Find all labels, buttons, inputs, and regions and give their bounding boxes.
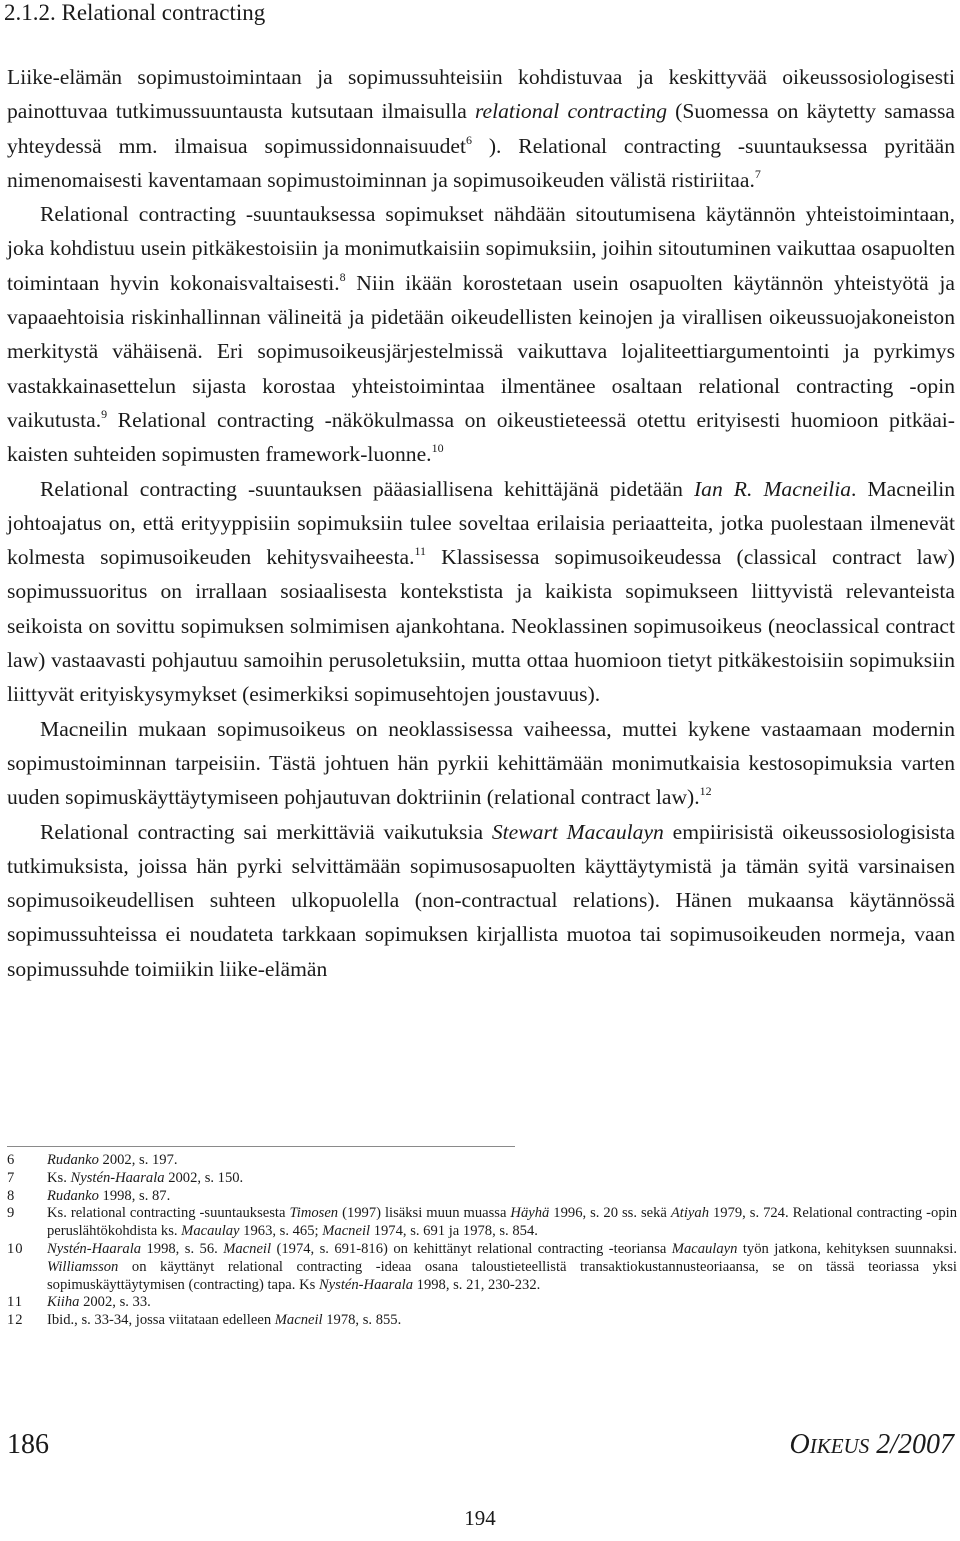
text-run: 1996, s. 20 ss. sekä (549, 1205, 671, 1222)
footnote (7, 1152, 957, 1170)
text-run: työn jatkona, kehityksen suunnaksi. (737, 1240, 957, 1257)
text-run: Ks. (47, 1169, 71, 1186)
footnote-ref: 9 (101, 406, 108, 421)
page-number: 194 (464, 1506, 496, 1530)
footnote-text (47, 1205, 957, 1241)
text-run: Macneilin mukaan sopimusoikeus on neoklassisessa vaiheessa, muttei kykene vastaamaan modernin sopimustoiminnan tarpeisiin. Tästä johtuen hän pyrkii kehittämään monimutkaisia kestosopimuksia varten uuden sopimuskäyttäytymiseen pohjautuvan doktriinin (relational contract law). (7, 716, 955, 810)
footnote (7, 1188, 957, 1206)
italic-text: Nystén-Haarala (47, 1240, 142, 1257)
italic-text: Rudanko (47, 1152, 99, 1168)
text-run: (1974, s. 691-816) on kehittänyt relational contracting -teoriansa (271, 1240, 672, 1257)
text-run: ). Relational contracting -suuntauksessa pyritään nimenomaisesti kaventamaan sopimustoiminnan ja sopimusoikeuden välistä ristiriitaa. (7, 133, 955, 192)
italic-text: Atiyah (670, 1205, 709, 1222)
text-run: 1974, s. 691 ja 1978, s. 854. (370, 1223, 538, 1240)
text-run: Relational contracting -näkökulmassa on oikeustieteessä otettu erityisesti huomioon pitkäaikaisten suhteiden sopimusten framework-luonne. (7, 407, 955, 467)
italic-text: Macneil (274, 1312, 323, 1329)
text-run: . Macneilin johtoajatus on, että erityyppisiin sopimuksiin tulee soveltaa erilaisia periaatteita, jotka puolestaan ilmenevät kolmesta sopimusoikeuden kehitysvaiheesta. (7, 476, 956, 570)
text-run: (1997) lisäksi muun muassa (338, 1205, 511, 1222)
footnote-text (47, 1241, 957, 1294)
footnote-divider (7, 1146, 515, 1147)
footnote-number: 10 (7, 1240, 24, 1257)
journal-issue: 2/2007 (869, 1429, 954, 1460)
text-run: (Suomessa on käytetty samassa yhteydessä mm. ilmaisua sopimussidonnaisuudet (7, 99, 955, 158)
italic-text: Stewart Macaulayn (491, 819, 664, 844)
footnote (7, 1312, 957, 1330)
text-run: 1963, s. 465; (239, 1223, 323, 1240)
text-run: Relational contracting sai merkittäviä vaikutuksia (40, 819, 492, 844)
body-text (7, 60, 955, 986)
text-run: Relational contracting -suuntauksen pääasiallisena kehittäjänä pidetään (40, 476, 694, 501)
italic-text: Häyhä (510, 1205, 550, 1222)
paragraph (7, 197, 955, 471)
text-run: 1998, s. 56. (141, 1240, 224, 1257)
italic-text: Macneil (223, 1240, 272, 1257)
italic-text: Kiiha (47, 1294, 80, 1311)
text-run: 1978, s. 855. (322, 1312, 402, 1329)
paragraph (7, 712, 955, 815)
text-run: 1979, s. 724. Relational contracting -opin peruslähtökohdista ks. (47, 1205, 957, 1240)
footnote-text (47, 1152, 957, 1170)
footnote-ref: 6 (466, 132, 472, 147)
italic-text: Timosen (289, 1205, 339, 1222)
text-run: empiirisistä oikeussosiologisista tutkimuksista, joissa hän pyrki selvittämään sopimusosapuolten käyttäytymistä ja tämän syitä varsinaisen sopimusoikeudellisen suhteen ulkopuolella (non-contractual relations). Hänen mukaansa käytännössä sopimussuhteissa ei noudateta tarkkaan sopimuksen kirjallista muotoa tai sopimusoikeuden normeja, vaan sopimussuhde toimiikin liike-elämän (7, 819, 955, 981)
text-run: 2002, s. 150. (164, 1169, 244, 1186)
text-run: Niin ikään korostetaan usein osapuolten käytännön yhteistyötä ja vapaaehtoisia riskinhallinnan välineitä ja pidetään oikeudellisten keinojen ja virallisen oikeussuojakoneiston merkitystä vähäisenä. Eri sopimusoikeusjärjestelmissä vaikuttava lojaliteettiargumentointi ja pyrkimys vastakkainasettelun sijasta korostaa yhteistoimintaa ilmentänee osaltaan relational contracting -opin vaikutusta. (7, 270, 955, 432)
footnote-number: 7 (7, 1169, 16, 1186)
footnote-ref: 7 (754, 166, 761, 181)
text-run: on käyttänyt relational contracting -ideaa osana taloustieteellistä transaktiokustannusteoriaansa, se on tässä teoriassa yksi sopimuskäyttäytymisen (contracting) tapa. Ks (47, 1258, 957, 1293)
paragraph (7, 472, 955, 712)
footnote (7, 1170, 957, 1188)
footnote-number: 11 (7, 1294, 24, 1311)
italic-text: Macneil (322, 1223, 371, 1240)
text-run: Ibid., s. 33-34, jossa viitataan edelleen (47, 1312, 275, 1329)
footnote-number: 12 (7, 1312, 24, 1329)
footnote-number: 6 (7, 1152, 16, 1168)
footnote-text (47, 1312, 957, 1330)
footnote (7, 1294, 957, 1312)
italic-text: Macaulay (181, 1223, 240, 1240)
italic-text: Ian R. Macneilia (693, 476, 851, 501)
text-run: Relational contracting -suuntauksessa sopimukset nähdään sitoutumisena käytännön yhteistoimintaan, joka kohdistuu usein pitkäkestoisiin ja monimutkaisiin sopimuksiin, joihin sitoutuminen vaikuttaa osapuolten toimintaan hyvin kokonaisvaltaisesti. (7, 202, 955, 295)
section-title: 2.1.2. Relational contracting (4, 0, 266, 25)
footnote-ref: 12 (699, 784, 712, 799)
footnote (7, 1205, 957, 1241)
paragraph (7, 815, 955, 986)
journal-name (789, 1428, 954, 1463)
footnote-number: 8 (7, 1187, 16, 1204)
footnote-text (47, 1188, 957, 1206)
text-run: 2002, s. 33. (79, 1294, 151, 1311)
text-run: Klassisessa sopimusoikeudessa (classical contract law) sopimussuoritus on irrallaan sosiaalisesta kontekstista ja kaikista sopimukseen liittyvistä relevanteista seikoista on sovittu sopimuksen solmimisen ajankohtana. Neoklassinen sopimusoikeus (neoclassical contract law) vastaavasti pohjautuu samoihin perusoletuksiin, mutta ottaa huomioon tietyt pitkäkestoisiin sopimuksiin liittyvät erityiskysymykset (esimerkiksi sopimusehtojen joustavuus). (7, 545, 955, 707)
text-run: 2002, s. 197. (98, 1152, 178, 1168)
footnote-ref: 8 (339, 269, 346, 284)
footnotes (7, 1152, 957, 1330)
footnote-ref: 11 (414, 544, 427, 559)
italic-text: Nystén-Haarala (318, 1276, 413, 1293)
journal-name-rest: IKEUS (809, 1434, 870, 1458)
italic-text: Rudanko (47, 1187, 99, 1204)
text-run: 1998, s. 21, 230-232. (413, 1276, 541, 1293)
printed-page-number: 186 (7, 1429, 49, 1460)
text-run: 1998, s. 87. (98, 1187, 171, 1204)
italic-text: relational contracting (474, 99, 667, 124)
footnote-text (47, 1294, 957, 1312)
journal-initial: O (789, 1429, 810, 1460)
paragraph (7, 60, 955, 197)
italic-text: Nystén-Haarala (70, 1169, 165, 1186)
text-run: Liike-elämän sopimustoimintaan ja sopimussuhteisiin kohdistuvaa ja keskittyvää oikeussosiologisesti painottuvaa tutkimussuuntausta kutsutaan ilmaisulla (7, 65, 955, 124)
italic-text: Williamsson (47, 1258, 119, 1275)
footnote-number: 9 (7, 1205, 16, 1222)
italic-text: Macaulayn (671, 1240, 738, 1257)
footnote-ref: 10 (431, 441, 444, 456)
text-run: Ks. relational contracting -suuntauksesta (47, 1205, 290, 1222)
footnote (7, 1241, 957, 1294)
footnote-text (47, 1170, 957, 1188)
